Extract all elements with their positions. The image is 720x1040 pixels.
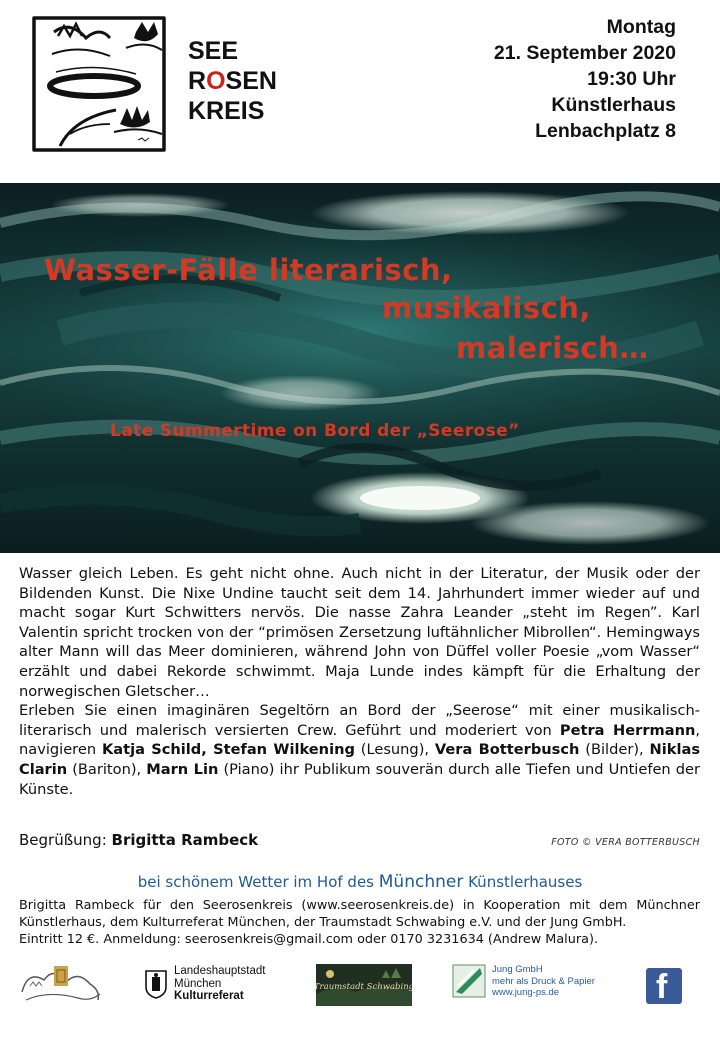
landeshauptstadt-muenchen-logo xyxy=(144,965,294,1009)
brand-line-see: SEE xyxy=(188,37,239,65)
hero-subtitle: Late Summertime on Bord der „Seerose” xyxy=(110,421,520,441)
lhm-line-3 xyxy=(174,990,265,1003)
facebook-glyph: f xyxy=(656,968,668,1006)
footer-info xyxy=(19,897,700,948)
event-description xyxy=(19,564,700,799)
event-venue: Künstlerhaus xyxy=(551,94,676,116)
performer-vera-botterbusch: Vera Botterbusch xyxy=(434,741,580,759)
crew-text-navigieren: , navigieren xyxy=(19,721,701,759)
performer-readers: Katja Schild, Stefan Wilkening xyxy=(101,741,355,759)
event-time: 19:30 Uhr xyxy=(587,68,676,90)
event-address: Lenbachplatz 8 xyxy=(535,120,676,142)
lhm-line-2: München xyxy=(174,977,222,990)
brand-line-kreis: KREIS xyxy=(188,97,265,125)
lhm-line-1: Landeshauptstadt xyxy=(174,965,266,977)
greeting xyxy=(19,831,258,849)
seerosenkreis-circle-logo xyxy=(18,962,104,1006)
weather-note xyxy=(0,872,720,892)
description-paragraph-1: Wasser gleich Leben. Es geht nicht ohne. Auch nicht in der Literatur, der Musik oder der Bildenden Kunst. Die Nixe Undine taucht seit dem 14. Jahrhundert immer wieder auf und macht sogar Kurt Schwitters nervös. Die nasse Zahra Leander „steht im Regen”. Karl Valentin spricht trocken von der “primösen Zersetzung luftähnlicher Mibrollen“. Hemingways alter Mann will das Meer dominieren, während John von Düffel voller Poesie „vom Wasser“ erzählt und dabei Rekorde schwimmt. Maja Lunde indes kämpft für die Erhaltung der norwegischen Gletscher… xyxy=(19,565,700,700)
water-reflection-graphic xyxy=(0,183,720,553)
footer-cooperation: Brigitta Rambeck für den Seerosenkreis (www.seerosenkreis.de) in Kooperation mit dem Münchner Künstlerhaus, dem Kulturreferat München, der Traumstadt Schwabing e.V. und der Jung GmbH. xyxy=(19,898,700,930)
brand-name xyxy=(188,36,277,126)
weather-city: Münchner xyxy=(378,872,464,892)
lhm-kulturreferat: Kulturreferat xyxy=(174,990,244,1002)
event-day: Montag xyxy=(606,16,676,38)
seerosenkreis-logo-drawing xyxy=(30,14,170,156)
traumstadt-schwabing-logo xyxy=(316,964,412,1006)
jung-gmbh-logo xyxy=(452,964,622,1010)
jung-text xyxy=(492,964,595,999)
hero-title-line-2: musikalisch, xyxy=(382,291,591,325)
hero-title-line-1: Wasser-Fälle literarisch, xyxy=(44,253,453,287)
crew-role-lesung: (Lesung), xyxy=(354,741,435,759)
crew-closing-text: (Piano) ihr Publikum souverän durch alle Tiefen und Untiefen der Künste. xyxy=(19,760,700,798)
sponsor-logos xyxy=(0,958,720,1018)
brand-line-rosen xyxy=(188,66,277,96)
performer-petra-herrmann: Petra Herrmann xyxy=(559,721,696,739)
weather-prefix: bei schönem Wetter im Hof des xyxy=(137,873,379,891)
jung-line-1: Jung GmbH xyxy=(492,964,543,975)
brand-letter-o: O xyxy=(206,67,226,95)
greeting-label: Begrüßung: xyxy=(19,831,112,849)
jung-line-3: www.jung-ps.de xyxy=(492,987,560,998)
jung-line-2: mehr als Druck & Papier xyxy=(492,975,595,987)
crew-role-bilder: (Bilder), xyxy=(579,741,650,759)
greeting-name: Brigitta Rambeck xyxy=(111,831,259,849)
greeting-row xyxy=(19,831,700,853)
crew-intro-text: Erleben Sie einen imaginären Segeltörn an Bord der „Seerose“ mit einer musikalisch-literarisch und malerisch versierten Crew. Geführt und moderiert von xyxy=(19,702,700,739)
brand-letter-r: R xyxy=(188,67,207,95)
event-info xyxy=(494,14,676,144)
crew-role-bariton: (Bariton), xyxy=(67,760,147,778)
hero-water-image xyxy=(0,183,720,553)
facebook-icon[interactable] xyxy=(646,968,682,1004)
description-paragraph-2 xyxy=(19,701,700,799)
event-date: 21. September 2020 xyxy=(493,42,676,64)
weather-suffix: Künstlerhauses xyxy=(463,873,583,891)
photo-credit: FOTO © VERA BOTTERBUSCH xyxy=(551,837,700,848)
lhm-text xyxy=(174,965,265,1003)
brand-letters-sen: SEN xyxy=(225,67,277,95)
traumstadt-text: Traumstadt Schwabing xyxy=(316,982,412,992)
performer-marn-lin: Marn Lin xyxy=(146,760,219,778)
performer-niklas-clarin: Niklas Clarin xyxy=(19,741,701,778)
hero-title-line-3: malerisch… xyxy=(456,331,649,365)
footer-admission: Eintritt 12 €. Anmeldung: seerosenkreis@gmail.com oder 0170 3231634 (Andrew Malura). xyxy=(19,932,599,947)
